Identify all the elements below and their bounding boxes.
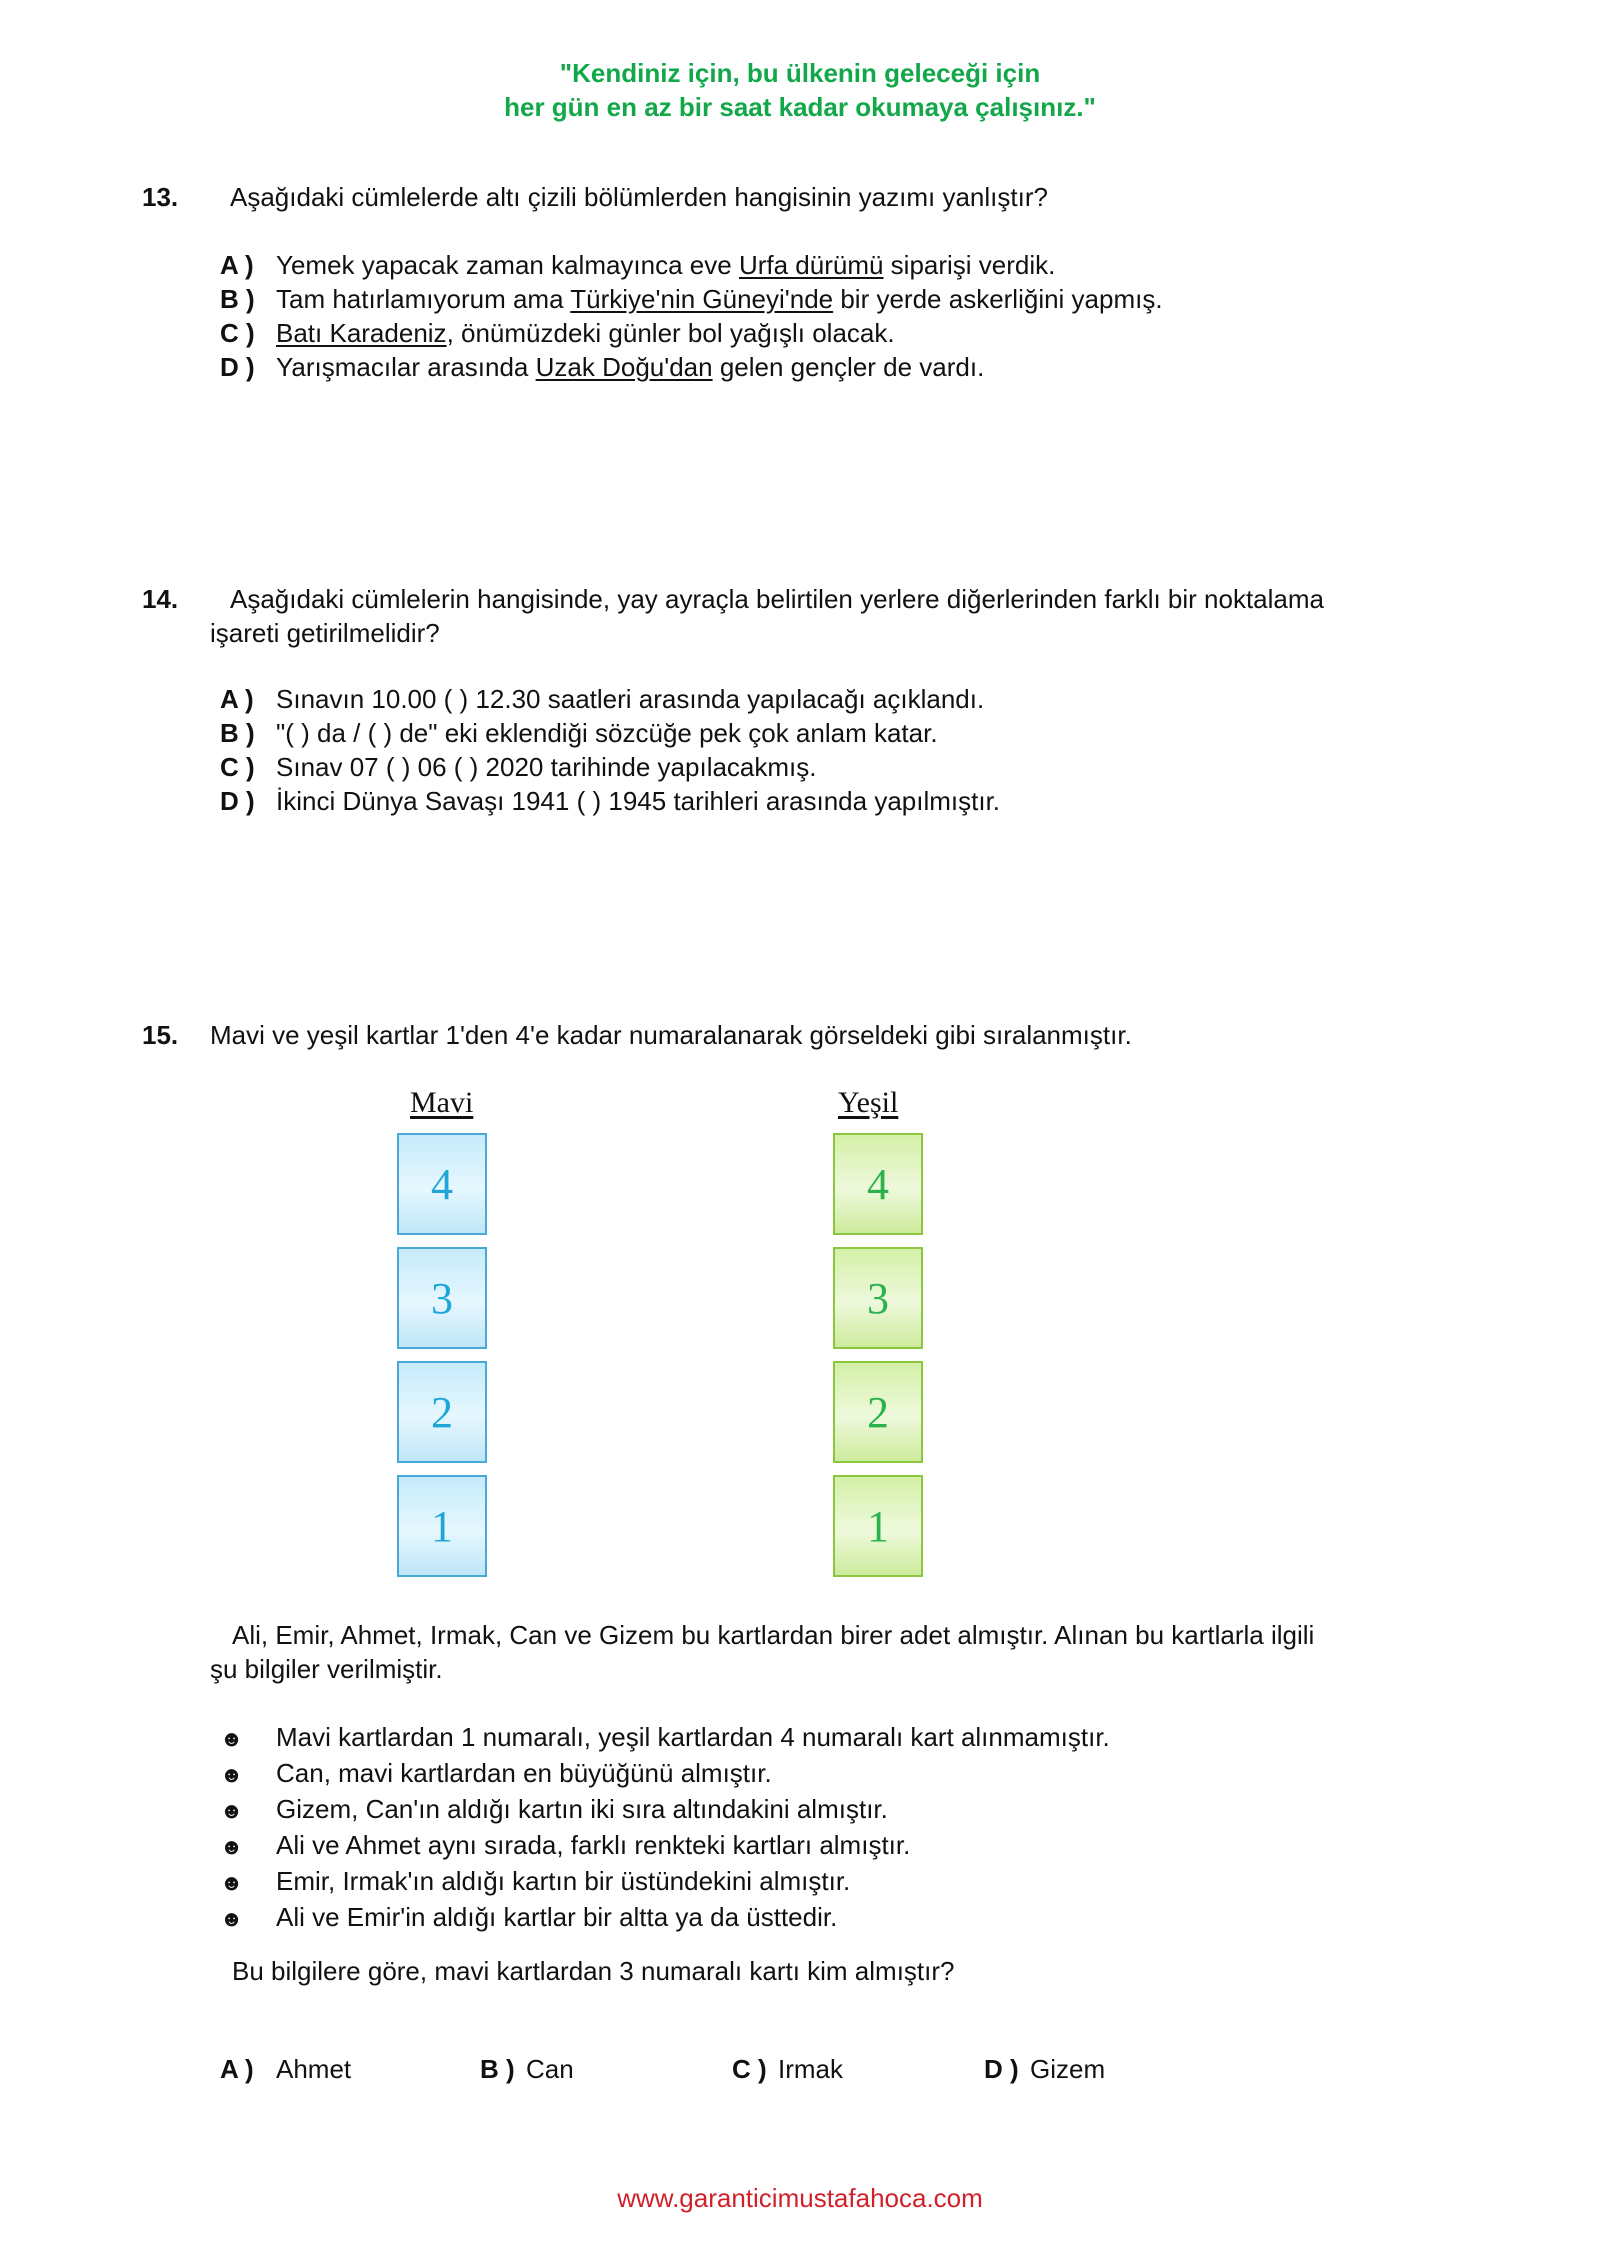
option-text: Yarışmacılar arasında <box>276 352 536 382</box>
option-letter: D ) <box>220 786 255 816</box>
question-number: 13. <box>142 182 179 212</box>
answer-b[interactable] <box>480 2052 574 2086</box>
option-d[interactable] <box>220 350 1163 384</box>
option-text: Can <box>526 2054 574 2084</box>
clue-item <box>220 1828 1110 1864</box>
option-letter: A ) <box>220 2054 254 2084</box>
header-quote-line-2: her gün en az bir saat kadar okumaya çalışınız." <box>504 92 1096 122</box>
question-15-stem <box>142 1018 1382 1052</box>
option-text: Yemek yapacak zaman kalmayınca eve <box>276 250 739 280</box>
blue-column-title: Mavi <box>410 1086 474 1119</box>
option-text: Gizem <box>1030 2054 1106 2084</box>
answer-c[interactable] <box>732 2052 843 2086</box>
smiley-bullet-icon: ☻ <box>220 1798 244 1823</box>
question-14-stem <box>142 582 1382 650</box>
clue-item <box>220 1720 1110 1756</box>
option-text: bir yerde askerliğini yapmış. <box>833 284 1163 314</box>
option-text: Ahmet <box>276 2054 352 2084</box>
green-card: 4 <box>833 1133 923 1235</box>
option-letter: D ) <box>984 2054 1019 2084</box>
clue-item <box>220 1792 1110 1828</box>
option-text: gelen gençler de vardı. <box>712 352 985 382</box>
question-15-intro <box>210 1618 1390 1686</box>
option-text: Sınav 07 ( ) 06 ( ) 2020 tarihinde yapılacakmış. <box>276 752 817 782</box>
clue-item <box>220 1756 1110 1792</box>
option-letter: B ) <box>480 2054 515 2084</box>
footer-website-link[interactable]: www.garanticimustafahoca.com <box>617 2183 983 2213</box>
smiley-bullet-icon: ☻ <box>220 1762 244 1787</box>
option-c[interactable] <box>220 316 1163 350</box>
blue-card: 1 <box>397 1475 487 1577</box>
question-14-options <box>220 682 1000 818</box>
underlined-phrase: Urfa dürümü <box>738 250 884 280</box>
clue-item <box>220 1864 1110 1900</box>
option-text: , önümüzdeki günler bol yağışlı olacak. <box>446 318 895 348</box>
question-text: Mavi ve yeşil kartlar 1'den 4'e kadar numaralanarak görseldeki gibi sıralanmıştır. <box>210 1020 1132 1050</box>
question-text-line-1: Aşağıdaki cümlelerin hangisinde, yay ayraçla belirtilen yerlere diğerlerinden farklı bir noktalama <box>230 584 1324 614</box>
clue-text: Can, mavi kartlardan en büyüğünü almıştır. <box>276 1758 772 1788</box>
option-letter: B ) <box>220 284 255 314</box>
clue-text: Gizem, Can'ın aldığı kartın iki sıra altındakini almıştır. <box>276 1794 888 1824</box>
header-quote <box>0 56 1600 124</box>
question-text: Aşağıdaki cümlelerde altı çizili bölümlerden hangisinin yazımı yanlıştır? <box>230 182 1048 212</box>
underlined-phrase: Batı Karadeniz <box>276 318 447 348</box>
question-13-stem <box>142 180 1382 214</box>
option-text: siparişi verdik. <box>883 250 1056 280</box>
option-b[interactable] <box>220 282 1163 316</box>
option-b[interactable] <box>220 716 1000 750</box>
clue-text: Emir, Irmak'ın aldığı kartın bir üstündekini almıştır. <box>276 1866 851 1896</box>
clue-list <box>220 1720 1110 1936</box>
question-number: 14. <box>142 584 179 614</box>
green-column-title: Yeşil <box>838 1086 899 1119</box>
option-a[interactable] <box>220 248 1163 282</box>
intro-line-2: şu bilgiler verilmiştir. <box>210 1654 443 1684</box>
answer-a[interactable] <box>220 2052 351 2086</box>
answer-d[interactable] <box>984 2052 1105 2086</box>
option-letter: B ) <box>220 718 255 748</box>
question-15-prompt: Bu bilgilere göre, mavi kartlardan 3 numaralı kartı kim almıştır? <box>232 1956 955 1986</box>
option-text: Tam hatırlamıyorum ama <box>276 284 571 314</box>
option-letter: C ) <box>220 752 255 782</box>
option-letter: C ) <box>220 318 255 348</box>
clue-text: Ali ve Emir'in aldığı kartlar bir altta ya da üsttedir. <box>276 1902 838 1932</box>
intro-line-1: Ali, Emir, Ahmet, Irmak, Can ve Gizem bu kartlardan birer adet almıştır. Alınan bu kartlarla ilgili <box>232 1620 1315 1650</box>
clue-text: Mavi kartlardan 1 numaralı, yeşil kartlardan 4 numaralı kart alınmamıştır. <box>276 1722 1110 1752</box>
smiley-bullet-icon: ☻ <box>220 1870 244 1895</box>
green-card: 1 <box>833 1475 923 1577</box>
underlined-phrase: Türkiye'nin Güneyi'nde <box>570 284 834 314</box>
clue-text: Ali ve Ahmet aynı sırada, farklı renkteki kartları almıştır. <box>276 1830 911 1860</box>
green-card: 3 <box>833 1247 923 1349</box>
smiley-bullet-icon: ☻ <box>220 1726 244 1751</box>
option-d[interactable] <box>220 784 1000 818</box>
question-number: 15. <box>142 1020 179 1050</box>
option-text: Irmak <box>778 2054 843 2084</box>
smiley-bullet-icon: ☻ <box>220 1906 244 1931</box>
question-13-options <box>220 248 1163 384</box>
question-text-line-2: işareti getirilmelidir? <box>210 618 440 648</box>
option-letter: D ) <box>220 352 255 382</box>
blue-card: 2 <box>397 1361 487 1463</box>
blue-card: 3 <box>397 1247 487 1349</box>
clue-item <box>220 1900 1110 1936</box>
option-letter: A ) <box>220 250 254 280</box>
underlined-phrase: Uzak Doğu'dan <box>535 352 713 382</box>
option-letter: A ) <box>220 684 254 714</box>
blue-card: 4 <box>397 1133 487 1235</box>
option-text: Sınavın 10.00 ( ) 12.30 saatleri arasında yapılacağı açıklandı. <box>276 684 985 714</box>
option-a[interactable] <box>220 682 1000 716</box>
option-letter: C ) <box>732 2054 767 2084</box>
smiley-bullet-icon: ☻ <box>220 1834 244 1859</box>
header-quote-line-1: "Kendiniz için, bu ülkenin geleceği için <box>559 58 1041 88</box>
green-card: 2 <box>833 1361 923 1463</box>
option-c[interactable] <box>220 750 1000 784</box>
option-text: "( ) da / ( ) de" eki eklendiği sözcüğe pek çok anlam katar. <box>276 718 938 748</box>
option-text: İkinci Dünya Savaşı 1941 ( ) 1945 tarihleri arasında yapılmıştır. <box>276 786 1001 816</box>
